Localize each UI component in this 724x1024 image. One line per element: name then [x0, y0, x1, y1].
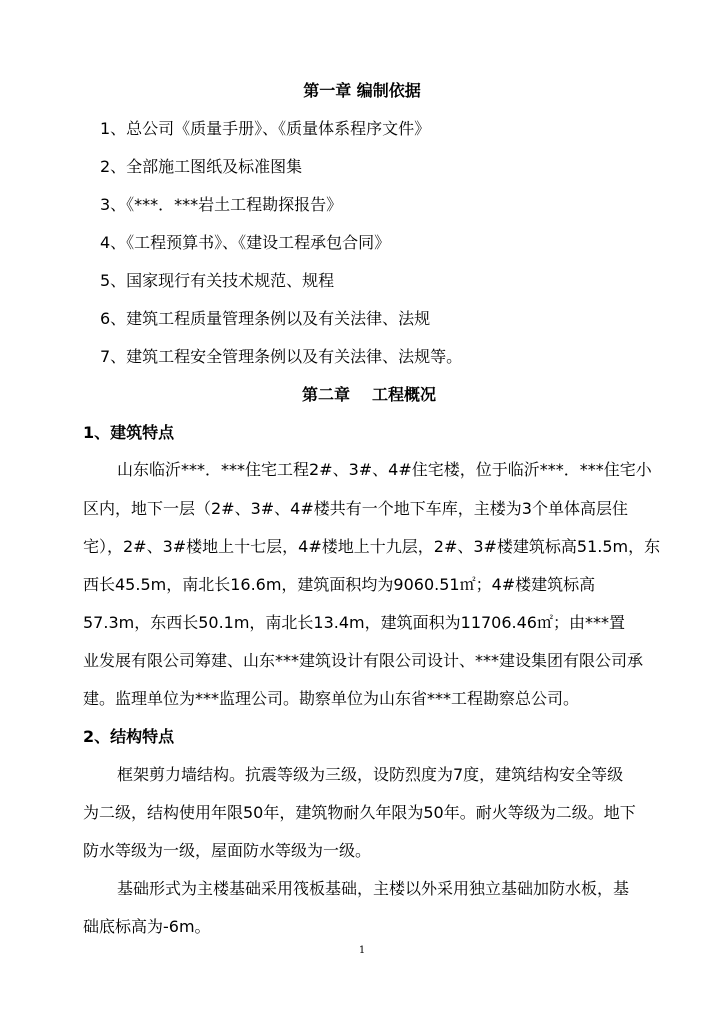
paragraph-line: 框架剪力墙结构。抗震等级为三级，设防烈度为7度，建筑结构安全等级 — [117, 765, 624, 784]
chapter2-title-number: 第二章 — [302, 385, 351, 404]
chapter1-item: 7、建筑工程安全管理条例以及有关法律、法规等。 — [100, 347, 463, 366]
page-number: 1 — [358, 945, 366, 956]
chapter2-title — [302, 385, 436, 405]
chapter1-item: 4、《工程预算书》、《建设工程承包合同》 — [100, 233, 391, 252]
paragraph-line: 西长45.5m，南北长16.6m，建筑面积均为9060.51㎡；4#楼建筑标高 — [83, 575, 596, 594]
chapter1-item: 5、国家现行有关技术规范、规程 — [100, 271, 335, 290]
paragraph-line: 山东临沂***．***住宅工程2#、3#、4#住宅楼，位于临沂***．***住宅小 — [117, 460, 652, 479]
chapter1-item: 3、《***．***岩土工程勘探报告》 — [100, 195, 343, 214]
chapter1-item: 6、建筑工程质量管理条例以及有关法律、法规 — [100, 309, 431, 328]
paragraph-line: 础底标高为-6m。 — [83, 917, 211, 936]
paragraph-line: 宅），2#、3#楼地上十七层，4#楼地上十九层，2#、3#楼建筑标高51.5m，东 — [83, 537, 661, 556]
chapter1-title: 第一章 编制依据 — [303, 81, 421, 100]
section-heading: 2、结构特点 — [83, 727, 175, 746]
chapter1-item: 2、全部施工图纸及标准图集 — [100, 157, 303, 176]
paragraph-line: 区内，地下一层（2#、3#、4#楼共有一个地下车库，主楼为3个单体高层住 — [83, 499, 628, 518]
chapter1-item: 1、总公司《质量手册》、《质量体系程序文件》 — [100, 119, 431, 138]
paragraph-line: 57.3m，东西长50.1m，南北长13.4m，建筑面积为11706.46㎡；由***置 — [83, 613, 625, 632]
paragraph-line: 防水等级为一级，屋面防水等级为一级。 — [83, 841, 372, 860]
section-heading: 1、建筑特点 — [83, 423, 175, 442]
paragraph-line: 建。监理单位为***监理公司。勘察单位为山东省***工程勘察总公司。 — [83, 689, 580, 708]
paragraph-line: 为二级，结构使用年限50年，建筑物耐久年限为50年。耐火等级为二级。地下 — [83, 803, 636, 822]
chapter2-title-text: 工程概况 — [372, 385, 437, 404]
paragraph-line: 业发展有限公司筹建、山东***建筑设计有限公司设计、***建设集团有限公司承 — [83, 651, 644, 670]
paragraph-line: 基础形式为主楼基础采用筏板基础，主楼以外采用独立基础加防水板，基 — [117, 879, 630, 898]
